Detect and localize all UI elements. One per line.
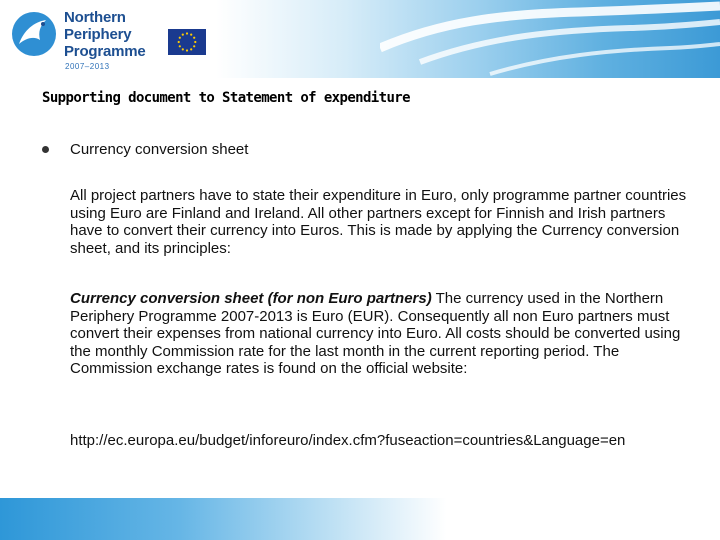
programme-logo <box>10 8 150 72</box>
bird-logo-icon <box>10 10 58 58</box>
wave-decoration <box>380 0 720 78</box>
eu-flag-icon <box>168 29 206 55</box>
logo-years: 2007–2013 <box>65 62 110 71</box>
bullet-item: Currency conversion sheet <box>70 141 249 158</box>
paragraph-intro: All project partners have to state their expenditure in Euro, only programme partner countries using Euro are Finland and Ireland. All other partners except for Finnish and Irish partners have to convert their currency into Euros. This is made by applying the Currency conversion sheet, and its principles: <box>70 187 687 257</box>
eu-stars-icon <box>168 29 206 55</box>
logo-text-line-3: Programme <box>64 43 146 60</box>
logo-text-line-1: Northern <box>64 9 126 26</box>
slide-header <box>0 0 720 78</box>
logo-text-line-2: Periphery <box>64 26 132 43</box>
bullet-icon <box>42 146 49 153</box>
paragraph-lead: Currency conversion sheet (for non Euro partners) <box>70 290 432 307</box>
slide-title: Supporting document to Statement of expenditure <box>42 90 410 106</box>
exchange-rates-link[interactable]: http://ec.europa.eu/budget/inforeuro/index.cfm?fuseaction=countries&Language=en <box>70 432 626 449</box>
paragraph-conversion <box>70 290 690 378</box>
footer-gradient <box>0 498 720 540</box>
paragraph-body: The currency used in the Northern Periphery Programme 2007-2013 is Euro (EUR). Consequently all non Euro partners must convert their expenses from national currency into Euro. All costs should be converted using the monthly Commission rate for the last month in the current reporting period. The Commission exchange rates is found on the official website: <box>70 290 681 378</box>
